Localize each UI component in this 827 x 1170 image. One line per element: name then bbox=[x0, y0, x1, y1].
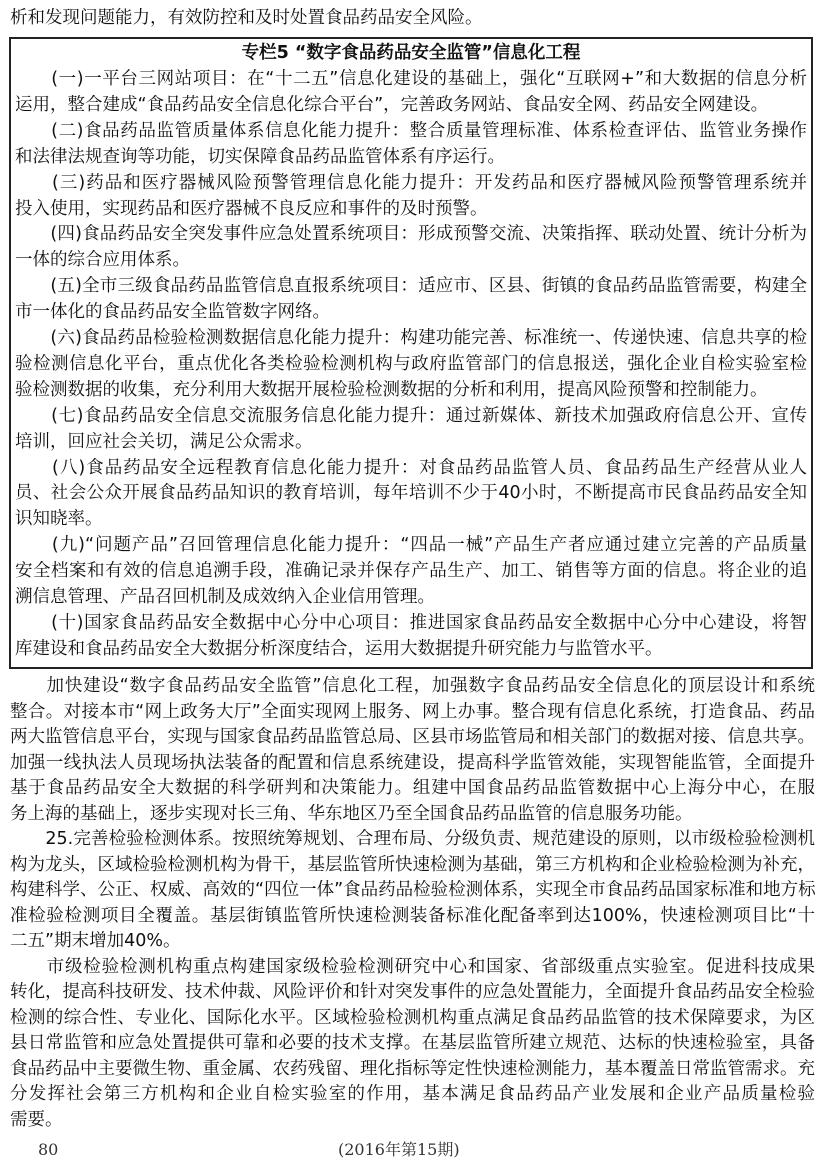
body-line: 分发挥社会第三方机构和企业自检实验室的作用，基本满足食品药品产业发展和企业产品质量检验 bbox=[10, 1084, 815, 1104]
body-line: 县日常监管和应急处置提供可靠和必要的技术支撑。在基层监管所建立规范、达标的快速检验室，具备 bbox=[10, 1033, 815, 1053]
box-line: 培训，回应社会关切，满足公众需求。 bbox=[15, 431, 313, 452]
body-line: 整合。对接本市“网上政务大厅”全面实现网上服务、网上办事。整合现有信息化系统，打造食品、药品 bbox=[10, 701, 815, 722]
body-line: 市级检验检测机构重点构建国家级检验检测研究中心和国家、省部级重点实验室。促进科技成果 bbox=[10, 956, 815, 977]
body-line: 加强一线执法人员现场执法装备的配置和信息系统建设，提高科学监管效能，实现智能监管，全面提升 bbox=[10, 752, 815, 773]
body-line: 需要。 bbox=[10, 1109, 63, 1130]
box-line: 和法律法规查询等功能，切实保障食品药品监管体系有序运行。 bbox=[15, 146, 505, 167]
box-line: (八)食品药品安全远程教育信息化能力提升：对食品药品监管人员、食品药品生产经营从业人 bbox=[15, 457, 807, 478]
box-line: 溯信息管理、产品召回机制及成效纳入企业信用管理。 bbox=[15, 587, 435, 607]
top-line: 析和发现问题能力，有效防控和及时处置食品药品安全风险。 bbox=[10, 8, 483, 28]
box-line: 运用，整合建成“食品药品安全信息化综合平台”，完善政务网站、食品安全网、药品安全网建设。 bbox=[15, 94, 769, 115]
box-line: (三)药品和医疗器械风险预警管理信息化能力提升：开发药品和医疗器械风险预警管理系统并 bbox=[15, 172, 807, 193]
body-line: 构建科学、公正、权威、高效的“四位一体”食品药品检验检测体系，实现全市食品药品国家标准和地方标 bbox=[10, 880, 816, 900]
box-line: 识知晓率。 bbox=[15, 509, 103, 530]
body-line: 食品药品中主要微生物、重金属、农药残留、理化指标等定性快速检测能力，基本覆盖日常监管需求。充 bbox=[10, 1058, 815, 1079]
body-line: 25.完善检验检测体系。按照统筹规划、合理布局、分级负责、规范建设的原则，以市级检验检测机 bbox=[10, 829, 815, 849]
box-line: 库建设和食品药品安全大数据分析深度结合，运用大数据提升研究能力与监管水平。 bbox=[15, 638, 663, 659]
feature-box bbox=[9, 37, 813, 669]
box-line: 一体的综合应用体系。 bbox=[15, 250, 190, 271]
box-line: 验检测数据的收集，充分利用大数据开展检验检测数据的分析和利用，提高风险预警和控制能力。 bbox=[15, 379, 768, 400]
body-line: 准检验检测项目全覆盖。基层街镇监管所快速检测装备标准化配备率到达100%，快速检测项目比“十 bbox=[10, 905, 815, 926]
box-line: (四)食品药品安全突发事件应急处置系统项目：形成预警交流、决策指挥、联动处置、统计分析为 bbox=[15, 224, 807, 245]
body-line: 基于食品药品安全大数据的科学研判和决策能力。组建中国食品药品监管数据中心上海分中心，在服 bbox=[10, 778, 815, 798]
box-line: 投入使用，实现药品和医疗器械不良反应和事件的及时预警。 bbox=[15, 198, 488, 219]
body-line: 务上海的基础上，逐步实现对长三角、华东地区乃至全国食品药品监管的信息服务功能。 bbox=[10, 803, 693, 824]
body-line: 构为龙头，区域检验检测机构为骨干，基层监管所快速检测为基础，第三方机构和企业检验检测为补充， bbox=[10, 854, 815, 875]
body-line: 加快建设“数字食品药品安全监管”信息化工程，加强数字食品药品安全信息化的顶层设计和系统 bbox=[10, 676, 815, 696]
box-line: (九)“问题产品”召回管理信息化能力提升：“四品一械”产品生产者应通过建立完善的产品质量 bbox=[15, 535, 807, 556]
box-line: (六)食品药品检验检测数据信息化能力提升：构建功能完善、标准统一、传递快速、信息共享的检 bbox=[15, 328, 807, 348]
box-line: (十)国家食品药品安全数据中心分中心项目：推进国家食品药品安全数据中心分中心建设，将智 bbox=[15, 612, 807, 633]
page-number: 80 bbox=[38, 1140, 59, 1159]
box-line: 市一体化的食品药品安全监管数字网络。 bbox=[15, 302, 330, 323]
box-line: (五)全市三级食品药品监管信息直报系统项目：适应市、区县、街镇的食品药品监管需要，构建全 bbox=[15, 276, 807, 297]
box-title: 专栏5 “数字食品药品安全监管”信息化工程 bbox=[241, 43, 581, 63]
body-line: 检测的综合性、专业化、国际化水平。区域检验检测机构重点满足食品药品监管的技术保障要求，为区 bbox=[10, 1007, 815, 1028]
box-line: (七)食品药品安全信息交流服务信息化能力提升：通过新媒体、新技术加强政府信息公开、宣传 bbox=[15, 405, 807, 426]
box-line: (二)食品药品监管质量体系信息化能力提升：整合质量管理标准、体系检查评估、监管业务操作 bbox=[15, 120, 807, 141]
body-line: 二五”期末增加40%。 bbox=[10, 931, 181, 951]
box-line: 安全档案和有效的信息追溯手段，准确记录并保存产品生产、加工、销售等方面的信息。将企业的追 bbox=[15, 561, 807, 582]
body-line: 两大监管信息平台，实现与国家食品药品监管总局、区县市场监管局和相关部门的数据对接、信息共享。 bbox=[10, 727, 815, 747]
issue-label: (2016年第15期) bbox=[338, 1140, 460, 1159]
body-line: 转化，提高科技研发、技术仲裁、风险评价和针对突发事件的应急处置能力，全面提升食品药品安全检验 bbox=[10, 982, 815, 1002]
box-line: 验检测信息化平台，重点优化各类检验检测机构与政府监管部门的信息报送，强化企业自检实验室检 bbox=[15, 353, 807, 374]
box-line: 员、社会公众开展食品药品知识的教育培训，每年培训不少于40小时，不断提高市民食品药品安全知 bbox=[15, 483, 807, 504]
box-line: (一)一平台三网站项目：在“十二五”信息化建设的基础上，强化“互联网+”和大数据的信息分析 bbox=[15, 69, 807, 89]
